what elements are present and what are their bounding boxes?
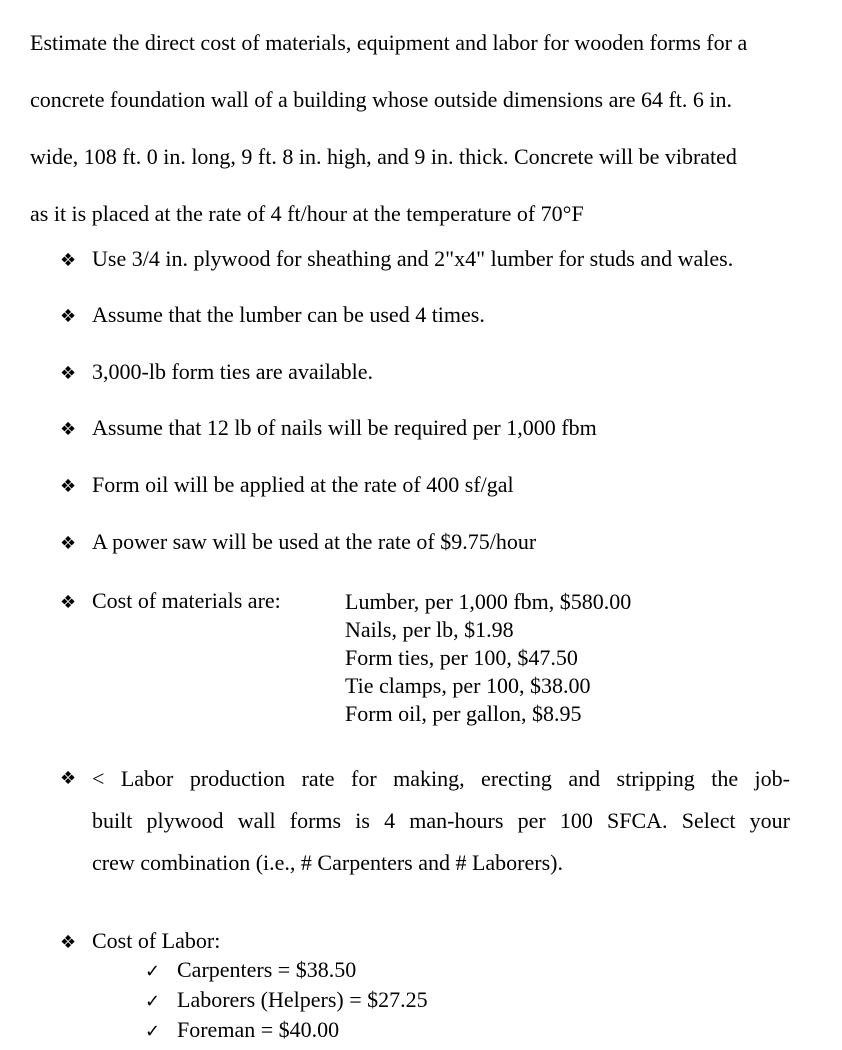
diamond-bullet-icon: ❖ <box>60 476 77 497</box>
diamond-bullet-icon: ❖ <box>60 363 77 384</box>
diamond-bullet-icon: ❖ <box>60 250 77 271</box>
bullet-item-plywood <box>60 246 733 274</box>
materials-cost-item: Form ties, per 100, $47.50 <box>345 645 578 670</box>
materials-cost-item: Nails, per lb, $1.98 <box>345 617 514 642</box>
labor-cost-text: Laborers (Helpers) = $27.25 <box>177 987 428 1012</box>
diamond-bullet-icon: ❖ <box>60 306 77 327</box>
labor-production-line: built plywood wall forms is 4 man-hours per 100 SFCA. Select your <box>92 808 790 833</box>
materials-cost-list <box>345 588 631 728</box>
bullet-item-labor-cost <box>60 928 220 956</box>
labor-cost-item-carpenters <box>145 956 428 986</box>
bullet-item-power-saw <box>60 529 536 557</box>
labor-cost-label: Cost of Labor: <box>92 928 221 953</box>
bullet-text: Assume that 12 lb of nails will be required per 1,000 fbm <box>92 415 597 440</box>
labor-production-line: < Labor production rate for making, erecting and stripping the job- <box>92 766 790 791</box>
problem-statement-line: wide, 108 ft. 0 in. long, 9 ft. 8 in. high, and 9 in. thick. Concrete will be vibrated <box>30 144 737 169</box>
checkmark-icon: ✓ <box>145 961 161 982</box>
bullet-text: Use 3/4 in. plywood for sheathing and 2"x4" lumber for studs and wales. <box>92 246 734 271</box>
labor-cost-list <box>145 956 428 1046</box>
checkmark-icon: ✓ <box>145 1021 161 1042</box>
problem-statement <box>30 14 830 242</box>
bullet-item-form-ties <box>60 359 373 387</box>
bullet-item-nails <box>60 415 597 443</box>
diamond-bullet-icon: ❖ <box>60 768 77 789</box>
diamond-bullet-icon: ❖ <box>60 419 77 440</box>
labor-cost-item-laborers <box>145 986 428 1016</box>
problem-statement-line: concrete foundation wall of a building whose outside dimensions are 64 ft. 6 in. <box>30 87 733 112</box>
problem-statement-line: Estimate the direct cost of materials, equipment and labor for wooden forms for a <box>30 30 748 55</box>
bullet-text: Form oil will be applied at the rate of 400 sf/gal <box>92 472 514 497</box>
diamond-bullet-icon: ❖ <box>60 533 77 554</box>
bullet-text: Assume that the lumber can be used 4 times. <box>92 302 485 327</box>
labor-production-line: crew combination (i.e., # Carpenters and # Laborers). <box>92 850 563 875</box>
bullet-text: 3,000-lb form ties are available. <box>92 359 374 384</box>
labor-cost-text: Carpenters = $38.50 <box>177 957 357 982</box>
labor-cost-item-foreman <box>145 1016 428 1046</box>
problem-statement-line: as it is placed at the rate of 4 ft/hour at the temperature of 70°F <box>30 201 584 226</box>
bullet-item-lumber-reuse <box>60 302 485 330</box>
materials-label: Cost of materials are: <box>92 588 281 613</box>
diamond-bullet-icon: ❖ <box>60 932 77 953</box>
materials-cost-item: Lumber, per 1,000 fbm, $580.00 <box>345 589 632 614</box>
labor-cost-text: Foreman = $40.00 <box>177 1017 340 1042</box>
bullet-item-form-oil <box>60 472 514 500</box>
diamond-bullet-icon: ❖ <box>60 592 77 613</box>
materials-cost-item: Tie clamps, per 100, $38.00 <box>345 673 591 698</box>
bullet-item-labor-production <box>60 758 790 884</box>
bullet-text: A power saw will be used at the rate of $9.75/hour <box>92 529 537 554</box>
bullet-item-materials <box>60 588 281 616</box>
checkmark-icon: ✓ <box>145 991 161 1012</box>
materials-cost-item: Form oil, per gallon, $8.95 <box>345 701 582 726</box>
